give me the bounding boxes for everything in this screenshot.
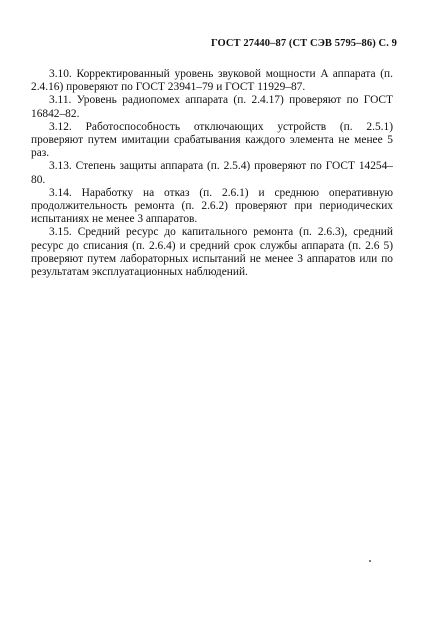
paragraph-3-14: 3.14. Наработку на отказ (п. 2.6.1) и среднюю оперативную продолжительность ремонта (п. 2.6.2) проверяют при периодических испытаниях не менее 3 аппаратов.	[31, 186, 393, 226]
running-header: ГОСТ 27440–87 (СТ СЭВ 5795–86) С. 9	[210, 38, 397, 49]
paragraph-3-13: 3.13. Степень защиты аппарата (п. 2.5.4) проверяют по ГОСТ 14254–80.	[31, 160, 393, 186]
body-text	[31, 68, 393, 279]
paragraph-3-11: 3.11. Уровень радиопомех аппарата (п. 2.4.17) проверяют по ГОСТ 16842–82.	[31, 94, 393, 120]
paragraph-3-12: 3.12. Работоспособность отключающих устройств (п. 2.5.1) проверяют путем имитации срабатывания каждого элемента не менее 5 раз.	[31, 120, 393, 160]
paragraph-3-15: 3.15. Средний ресурс до капитального ремонта (п. 2.6.3), средний ресурс до списания (п. 2.6.4) и средний срок службы аппарата (п. 2.6 5) проверяют путем лабораторных испытаний не менее 3 аппаратов или по результатам эксплуатационных наблюдений.	[31, 226, 393, 279]
paragraph-3-10: 3.10. Корректированный уровень звуковой мощности A аппарата (п. 2.4.16) проверяют по ГОСТ 23941–79 и ГОСТ 11929–87.	[31, 68, 393, 94]
scan-speck	[369, 560, 371, 562]
